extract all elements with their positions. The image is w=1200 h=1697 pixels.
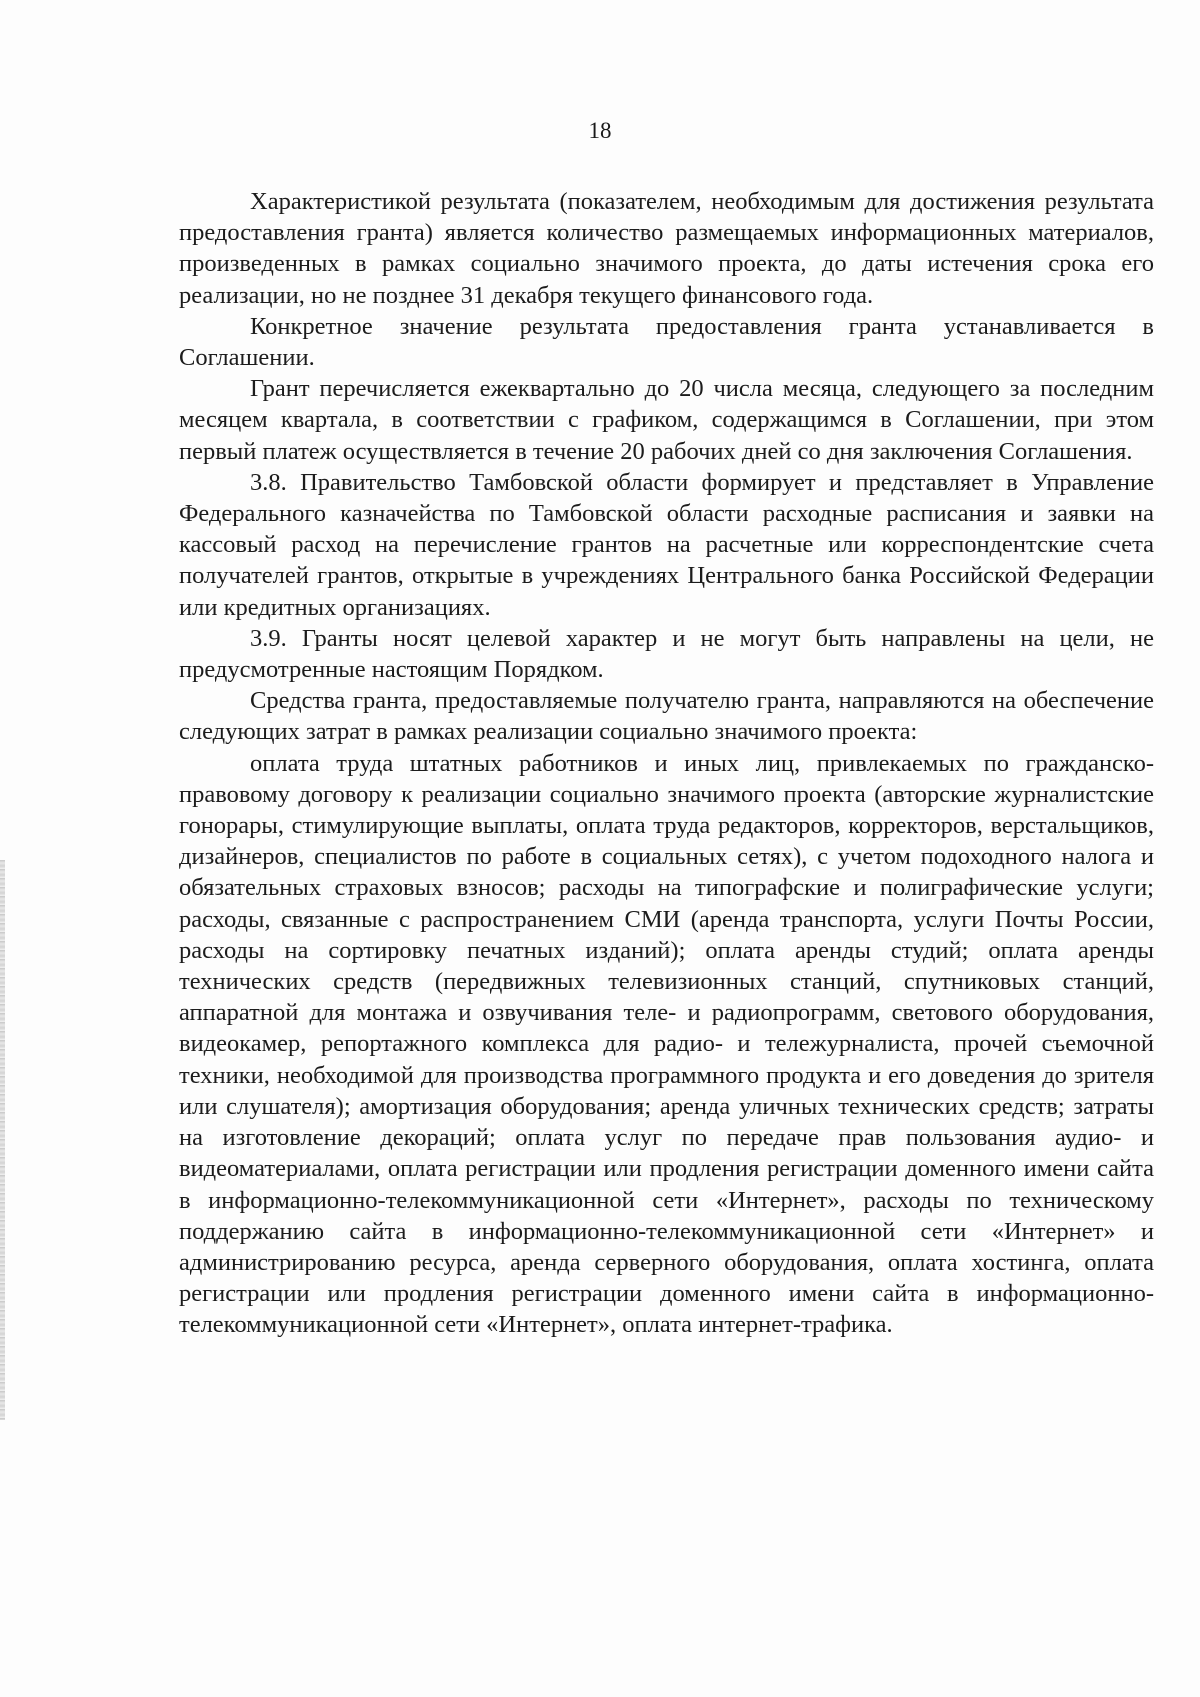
document-body [179,186,1154,1341]
paragraph-3-8: 3.8. Правительство Тамбовской области формирует и представляет в Управление Федерального казначейства по Тамбовской области расходные расписания и заявки на кассовый расход на перечисление грантов на расчетные или корреспондентские счета получателей грантов, открытые в учреждениях Центрального банка Российской Федерации или кредитных организациях. [179,468,1154,621]
paragraph-expense-list: оплата труда штатных работников и иных лиц, привлекаемых по гражданско-правовому договору к реализации социально значимого проекта (авторские журналистские гонорары, стимулирующие выплаты, оплата труда редакторов, корректоров, верстальщиков, дизайнеров, специалистов по работе в социальных сетях), с учетом подоходного налога и обязательных страховых взносов; расходы на типографские и полиграфические услуги; расходы, связанные с распространением СМИ (аренда транспорта, услуги Почты России, расходы на сортировку печатных изданий); оплата аренды студий; оплата аренды технических средств (передвижных телевизионных станций, спутниковых станций, аппаратной для монтажа и озвучивания теле- и радиопрограмм, светового оборудования, видеокамер, репортажного комплекса для радио- и тележурналиста, прочей съемочной техники, необходимой для производства программного продукта и его доведения до зрителя или слушателя); амортизация оборудования; аренда уличных технических средств; затраты на изготовление декораций; оплата услуг по передаче прав пользования аудио- и видеоматериалами, оплата регистрации или продления регистрации доменного имени сайта в информационно-телекоммуникационной сети «Интернет», расходы по техническому поддержанию сайта в информационно-телекоммуникационной сети «Интернет» и администрированию ресурса, аренда серверного оборудования, оплата хостинга, оплата регистрации или продления регистрации доменного имени сайта в информационно-телекоммуникационной сети «Интернет», оплата интернет-трафика. [179,749,1154,1339]
scan-edge-artifact [0,860,5,1420]
paragraph-grant-transfer: Грант перечисляется ежеквартально до 20 числа месяца, следующего за последним месяцем квартала, в соответствии с графиком, содержащимся в Соглашении, при этом первый платеж осуществляется в течение 20 рабочих дней со дня заключения Соглашения. [179,375,1154,465]
paragraph-grant-funds: Средства гранта, предоставляемые получателю гранта, направляются на обеспечение следующих затрат в рамках реализации социально значимого проекта: [179,687,1154,746]
page-number: 18 [588,118,612,143]
paragraph-3-9: 3.9. Гранты носят целевой характер и не могут быть направлены на цели, не предусмотренные настоящим Порядком. [179,624,1154,684]
paragraph-result-characteristic: Характеристикой результата (показателем, необходимым для достижения результата предоставления гранта) является количество размещаемых информационных материалов, произведенных в рамках социально значимого проекта, до даты истечения срока его реализации, но не позднее 31 декабря текущего финансового года. [179,188,1154,309]
paragraph-result-value: Конкретное значение результата предоставления гранта устанавливается в Соглашении. [179,312,1154,372]
